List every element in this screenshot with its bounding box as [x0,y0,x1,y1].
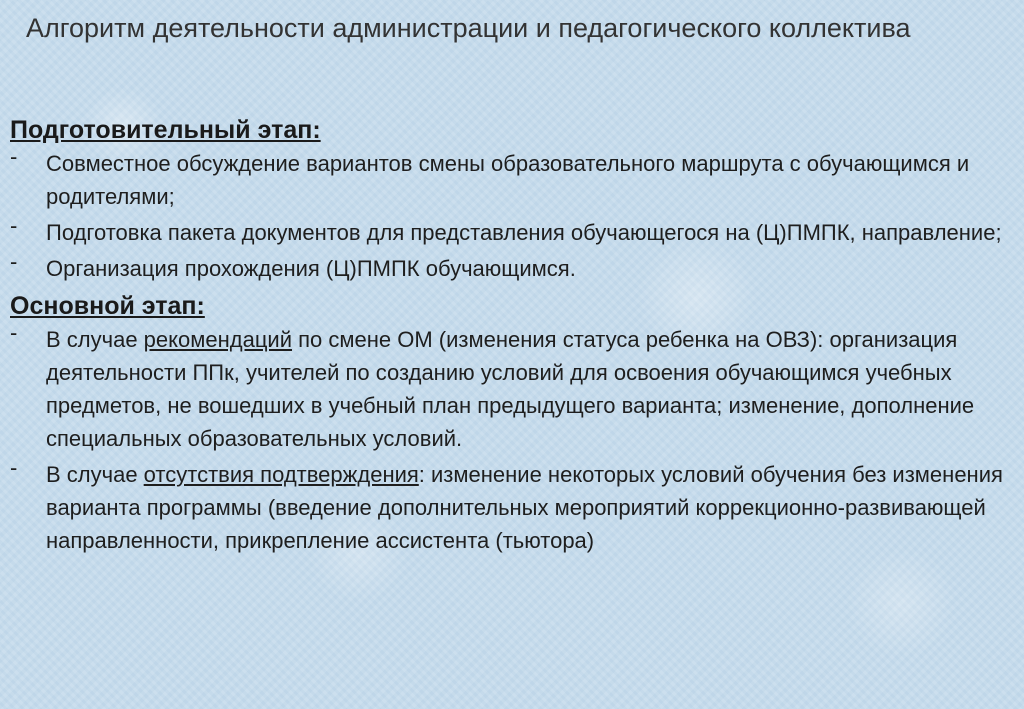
list-item [10,213,1010,249]
item-text: Подготовка пакета документов для представления обучающегося на (Ц)ПМПК, направление; [46,220,1002,245]
list-item [10,249,1010,285]
dash-bullet: - [10,455,18,480]
list-item [10,455,1010,557]
section-heading-main: Основной этап: [10,292,205,320]
item-text-underlined: рекомендаций [143,327,293,352]
slide-content [10,113,1010,561]
preparatory-list [10,144,1010,285]
dash-bullet: - [10,144,18,169]
item-text-suffix: : изменение некоторых условий обучения без изменения варианта программы (введение дополнительных мероприятий коррекционно-развивающей направленности, прикрепление ассистента (тьютора) [46,462,1003,553]
item-text-prefix: В случае [46,327,144,352]
section-heading-preparatory: Подготовительный этап: [10,116,321,144]
item-text: Организация прохождения (Ц)ПМПК обучающимся. [46,256,576,281]
item-text-suffix: по смене ОМ (изменения статуса ребенка на ОВЗ): организация деятельности ППк, учителей по созданию условий для освоения обучающимся учебных предметов, не вошедших в учебный план предыдущего варианта; изменение, дополнение специальных образовательных условий. [46,327,975,451]
main-list [10,320,1010,557]
item-text: Совместное обсуждение вариантов смены образовательного маршрута с обучающимся и родителями; [46,151,970,209]
dash-bullet: - [10,320,18,345]
list-item [10,144,1010,213]
item-text-prefix: В случае [46,462,144,487]
dash-bullet: - [10,213,18,238]
dash-bullet: - [10,249,18,274]
slide-title: Алгоритм деятельности администрации и педагогического коллектива [26,13,911,43]
list-item [10,320,1010,455]
item-text-underlined: отсутствия подтверждения [143,462,419,487]
